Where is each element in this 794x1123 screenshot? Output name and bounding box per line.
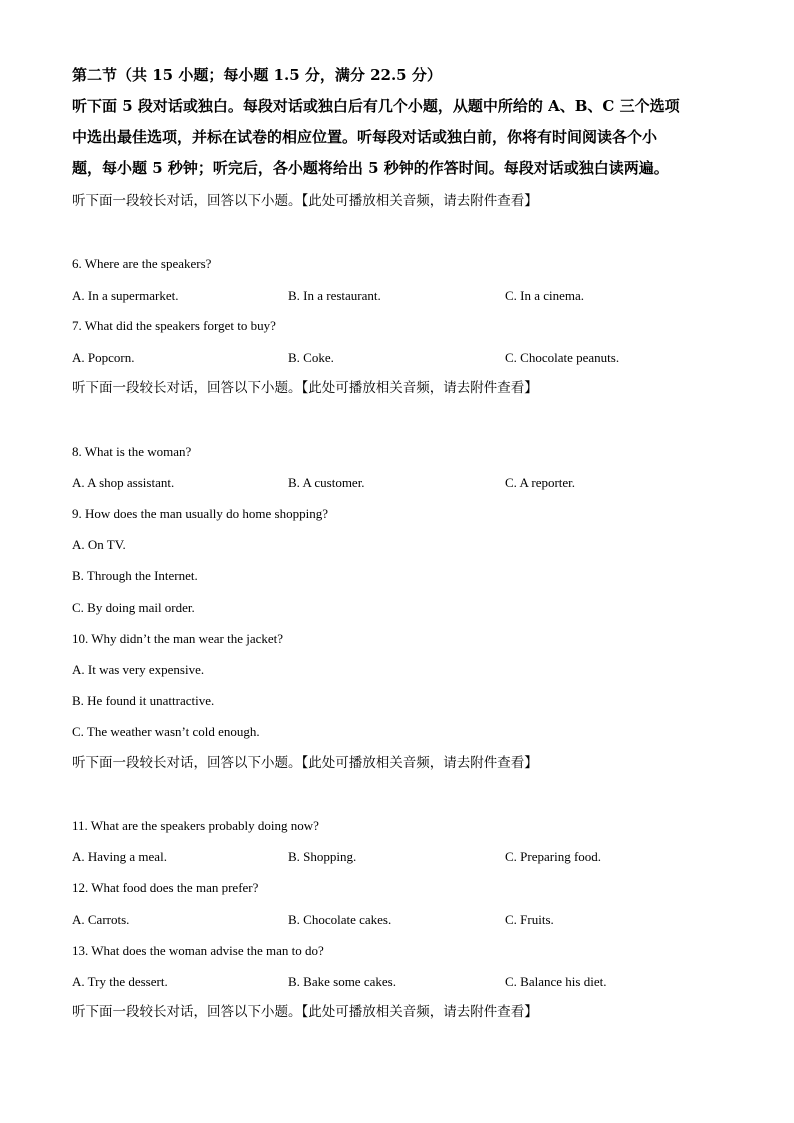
question-8-option-b: B. A customer. bbox=[288, 475, 365, 490]
question-11-stem: 11. What are the speakers probably doing now? bbox=[72, 818, 319, 833]
question-10-option-b: B. He found it unattractive. bbox=[72, 693, 215, 708]
audio-note-3[interactable]: 听下面一段较长对话，回答以下小题。【此处可播放相关音频，请去附件查看】 bbox=[72, 755, 538, 771]
question-9-stem: 9. How does the man usually do home shopping? bbox=[72, 506, 328, 521]
audio-note-2[interactable]: 听下面一段较长对话，回答以下小题。【此处可播放相关音频，请去附件查看】 bbox=[72, 380, 538, 396]
audio-note-4[interactable]: 听下面一段较长对话，回答以下小题。【此处可播放相关音频，请去附件查看】 bbox=[72, 1004, 538, 1020]
question-13-option-b: B. Bake some cakes. bbox=[288, 974, 396, 989]
question-8-stem: 8. What is the woman? bbox=[72, 444, 192, 459]
question-10-stem: 10. Why didn’t the man wear the jacket? bbox=[72, 631, 284, 646]
question-11-option-b: B. Shopping. bbox=[288, 849, 357, 864]
question-13-stem: 13. What does the woman advise the man to do? bbox=[72, 943, 324, 958]
question-7-stem: 7. What did the speakers forget to buy? bbox=[72, 318, 276, 333]
question-12-stem: 12. What food does the man prefer? bbox=[72, 880, 259, 895]
question-6-option-b: B. In a restaurant. bbox=[288, 288, 381, 303]
instruction-line-2: 中选出最佳选项，并标在试卷的相应位置。听每段对话或独白前，你将有时间阅读各个小 bbox=[72, 128, 658, 146]
question-11-option-a: A. Having a meal. bbox=[72, 849, 167, 864]
question-8-option-c: C. A reporter. bbox=[505, 475, 576, 490]
question-13-option-c: C. Balance his diet. bbox=[505, 974, 607, 989]
audio-note-1[interactable]: 听下面一段较长对话，回答以下小题。【此处可播放相关音频，请去附件查看】 bbox=[72, 193, 538, 209]
question-11-option-c: C. Preparing food. bbox=[505, 849, 602, 864]
question-7-option-a: A. Popcorn. bbox=[72, 350, 135, 365]
question-7-option-b: B. Coke. bbox=[288, 350, 334, 365]
question-10-option-c: C. The weather wasn’t cold enough. bbox=[72, 724, 260, 739]
question-9-option-c: C. By doing mail order. bbox=[72, 600, 195, 615]
section-title: 第二节（共 15 小题；每小题 1.5 分，满分 22.5 分） bbox=[72, 66, 442, 84]
question-9-option-b: B. Through the Internet. bbox=[72, 568, 198, 583]
question-6-option-a: A. In a supermarket. bbox=[72, 288, 179, 303]
question-6-stem: 6. Where are the speakers? bbox=[72, 256, 212, 271]
question-8-option-a: A. A shop assistant. bbox=[72, 475, 175, 490]
question-9-option-a: A. On TV. bbox=[72, 537, 126, 552]
instruction-line-1: 听下面 5 段对话或独白。每段对话或独白后有几个小题，从题中所给的 A、B、C 三个选项 bbox=[72, 97, 680, 115]
question-12-option-b: B. Chocolate cakes. bbox=[288, 912, 392, 927]
question-7-option-c: C. Chocolate peanuts. bbox=[505, 350, 620, 365]
question-13-option-a: A. Try the dessert. bbox=[72, 974, 168, 989]
question-12-option-c: C. Fruits. bbox=[505, 912, 554, 927]
question-12-option-a: A. Carrots. bbox=[72, 912, 130, 927]
question-10-option-a: A. It was very expensive. bbox=[72, 662, 205, 677]
section-header bbox=[72, 60, 732, 184]
question-6-option-c: C. In a cinema. bbox=[505, 288, 585, 303]
instruction-line-3: 题，每小题 5 秒钟；听完后，各小题将给出 5 秒钟的作答时间。每段对话或独白读两遍。 bbox=[72, 159, 669, 177]
